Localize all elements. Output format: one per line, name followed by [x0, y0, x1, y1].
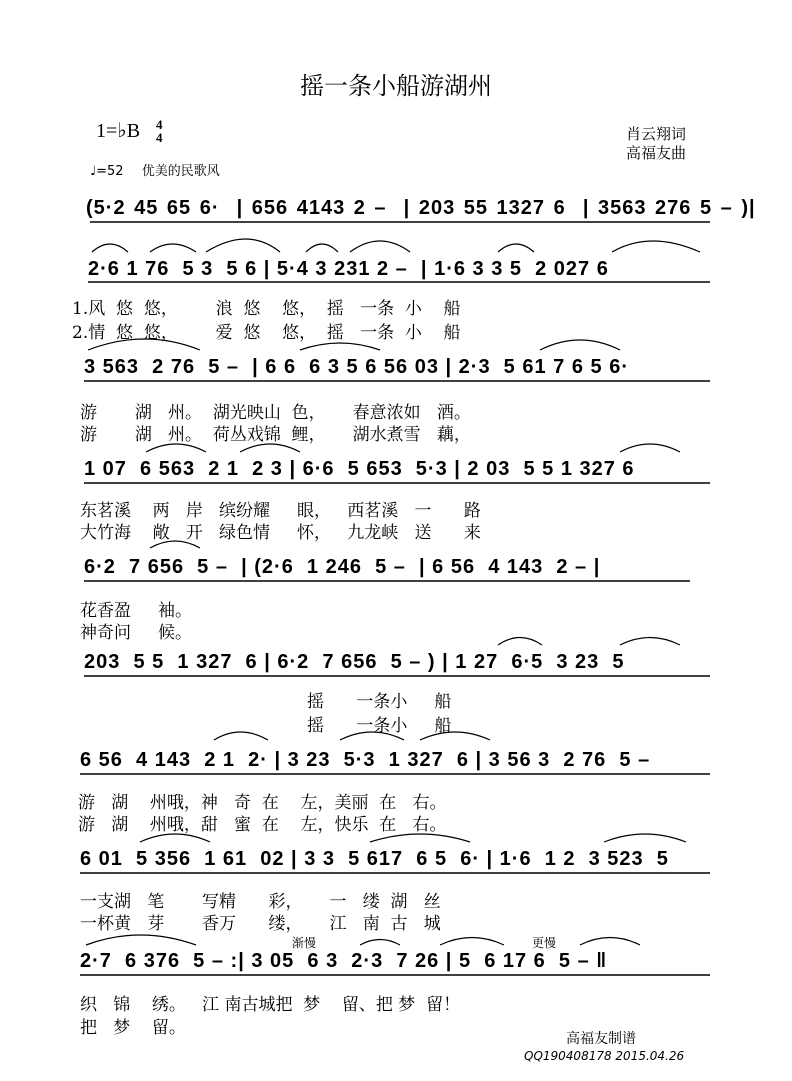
notation-row-5: 6·2 7 656 5 – | (2·6 1 246 5 – | 6 56 4 143 2 – |	[84, 556, 601, 578]
lyric-row-8-verse-1: 一支湖 笔 写精 彩， 一 缕 湖 丝	[80, 892, 441, 912]
notation-row-3: 3 563 2 76 5 – | 6 6 6 3 5 6 56 03 | 2·3 5 61 7 6 5 6·	[84, 356, 629, 378]
time-top: 4	[156, 117, 163, 132]
lyric-row-3-verse-2: 游 湖 州。 荷丛戏锦 鲤， 湖水煮雪 藕，	[80, 425, 471, 445]
composer-credit: 高福友曲	[626, 144, 687, 162]
lyric-row-4-verse-2: 大竹海 敞 开 绿色情 怀， 九龙峡 送 来	[80, 523, 481, 543]
tempo-value: ♩=52	[90, 164, 124, 179]
notation-row-2: 2·6 1 76 5 3 5 6 | 5·4 3 231 2 – | 1·6 3 3 5 2 027 6	[88, 258, 616, 280]
notation-row-8: 6 01 5 356 1 61 02 | 3 3 5 617 6 5 6· | 1·6 1 2 3 523 5	[80, 848, 669, 870]
lyric-row-9-verse-2: 把 梦 留。	[80, 1018, 186, 1038]
lyric-row-5-verse-1: 花香盈 袖。	[80, 601, 193, 621]
key-signature: 1=♭B	[96, 120, 141, 142]
notation-row-7: 6 56 4 143 2 1 2· | 3 23 5·3 1 327 6 | 3 56 3 2 76 5 –	[80, 749, 651, 771]
time-bottom: 4	[156, 130, 163, 145]
arranger-credit: 高福友制谱	[566, 1031, 636, 1047]
lyric-row-5-verse-2: 神奇问 候。	[80, 623, 193, 643]
song-title: 摇一条小船游湖州	[300, 72, 492, 100]
lyricist-credit: 肖云翔词	[626, 125, 687, 143]
underlines	[80, 222, 710, 975]
notation-row-1: (5·2 45 65 6· | 656 4143 2 – | 203 55 1327 6 | 3563 276 5 – )|	[86, 197, 756, 219]
notation-row-6: 203 5 5 1 327 6 | 6·2 7 656 5 – ) | 1 27 6·5 3 23 5	[84, 651, 625, 673]
lyric-row-8-verse-2: 一杯黄 芽 香万 缕， 江 南 古 城	[80, 914, 441, 934]
lyric-row-7-verse-2: 游 湖 州哦，甜 蜜 在 左，快乐 在 右。	[78, 815, 447, 835]
lyric-row-4-verse-1: 东茗溪 两 岸 缤纷耀 眼， 西茗溪 一 路	[80, 501, 481, 521]
contact-stamp: QQ190408178 2015.04.26	[524, 1049, 685, 1063]
style-marking: 优美的民歌风	[141, 164, 220, 179]
lyric-row-9-verse-1: 织 锦 绣。 江 南古城把 梦 留、把 梦 留！	[80, 995, 461, 1015]
lyric-row-6-verse-2: 摇 一条小 船	[80, 716, 452, 736]
notation-row-4: 1 07 6 563 2 1 2 3 | 6·6 5 653 5·3 | 2 03 5 5 1 327 6	[84, 458, 635, 480]
lyric-row-2-verse-2: 2.情 悠 悠， 爱 悠 悠， 摇 一条 小 船	[72, 323, 461, 343]
lyric-row-6-verse-1: 摇 一条小 船	[80, 692, 452, 712]
notation-row-9: 2·7 6 376 5 – :| 3 05 6 3 2·3 7 26 | 5 6 17 6 5 – ‖	[80, 950, 608, 972]
direction-gengman: 更慢	[532, 936, 557, 950]
lyric-row-2-verse-1: 1.风 悠 悠， 浪 悠 悠， 摇 一条 小 船	[72, 299, 461, 319]
slur-arcs	[86, 239, 700, 945]
direction-jianman: 渐慢	[292, 936, 317, 950]
lyric-row-7-verse-1: 游 湖 州哦，神 奇 在 左，美丽 在 右。	[78, 793, 447, 813]
lyric-row-3-verse-1: 游 湖 州。 湖光映山 色， 春意浓如 酒。	[80, 403, 471, 423]
